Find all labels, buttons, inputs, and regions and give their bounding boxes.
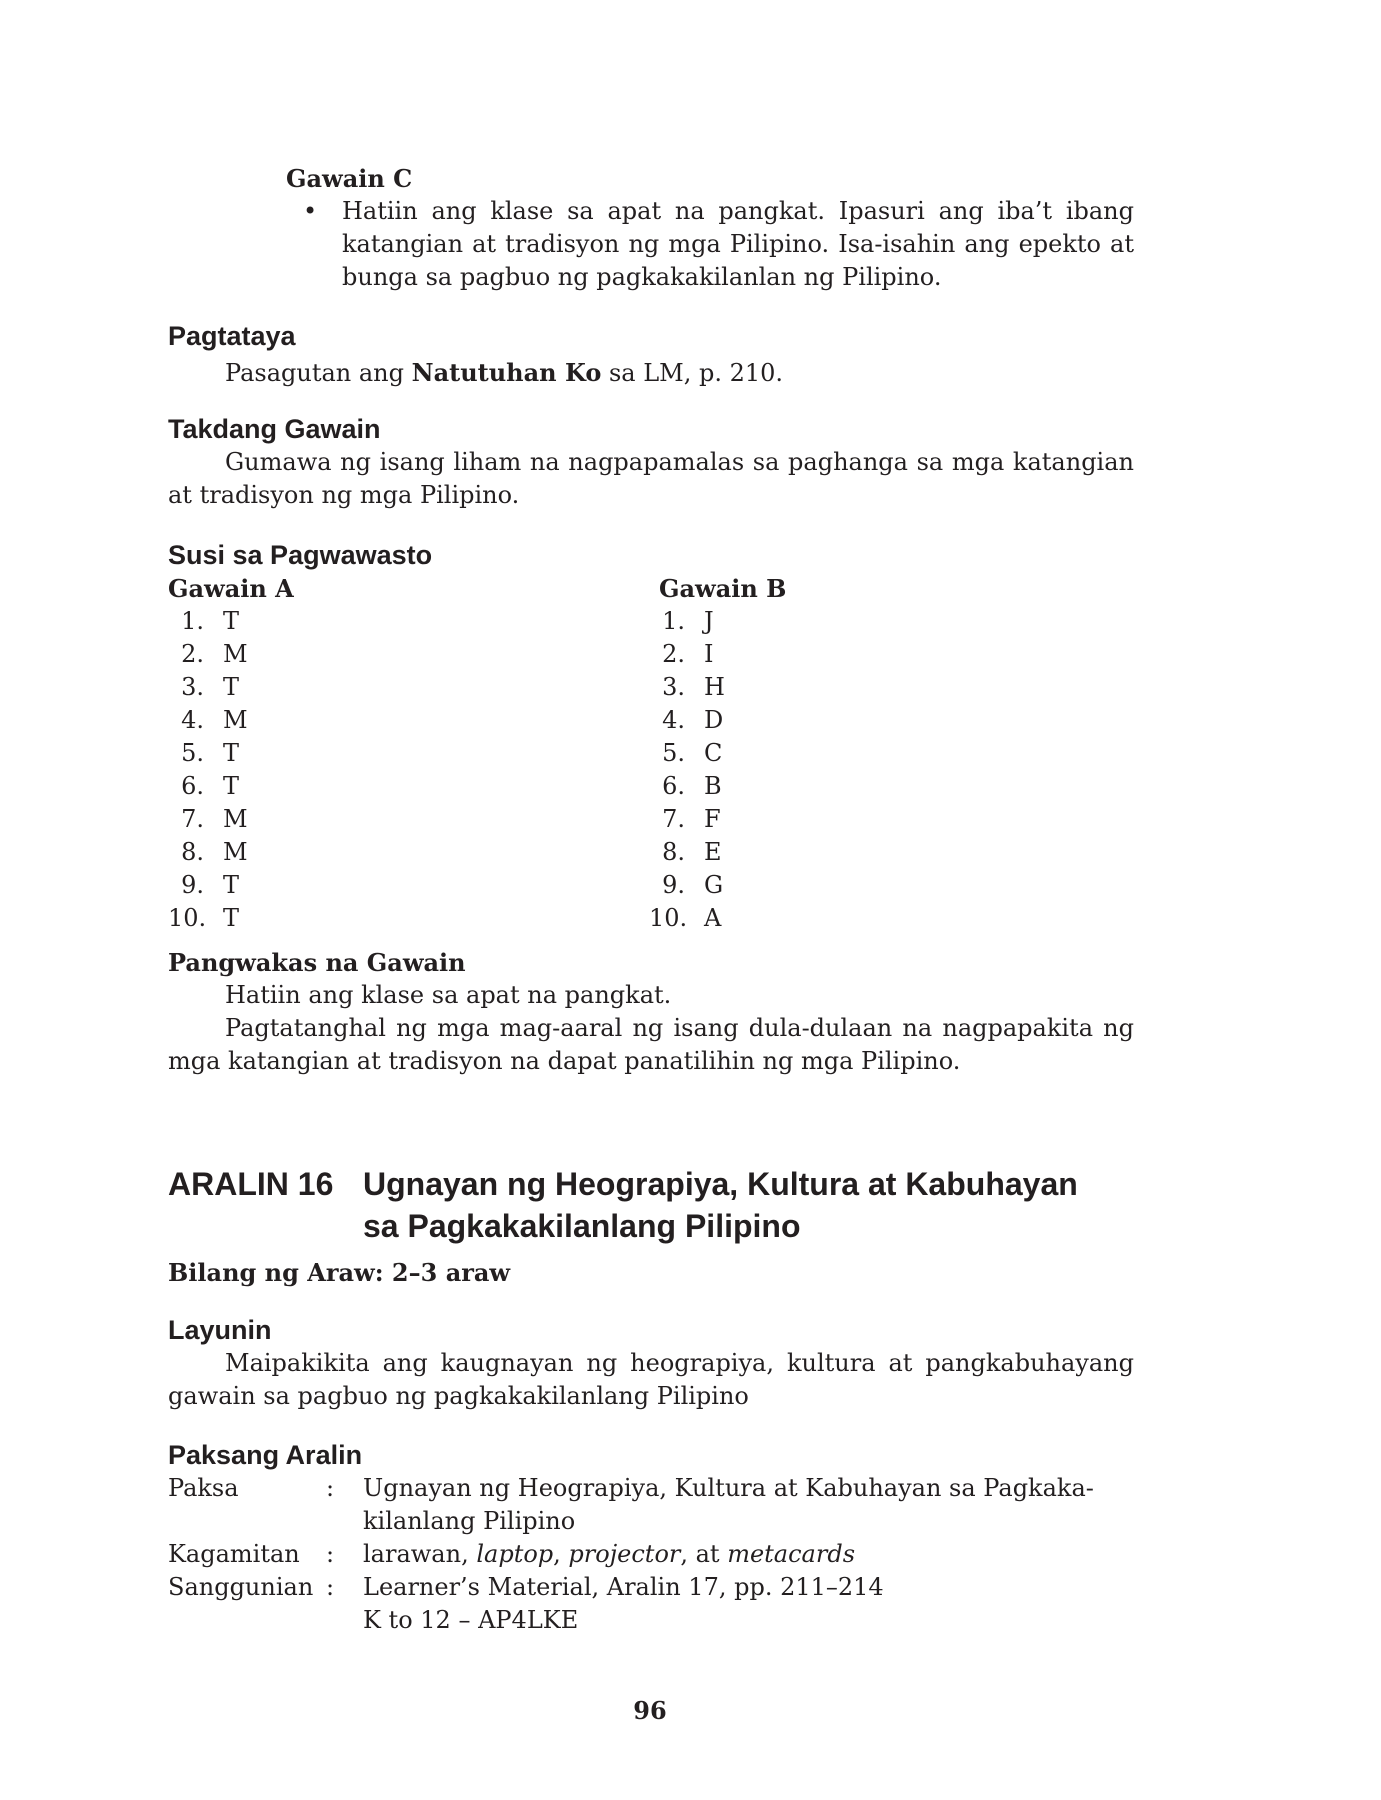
aralin-title-line2: sa Pagkakakilanlang Pilipino — [363, 1208, 801, 1244]
bullet-icon: • — [303, 197, 318, 225]
answer-row — [649, 902, 849, 935]
takdang-gawain-heading: Takdang Gawain — [168, 414, 381, 444]
aralin-title-line1: Ugnayan ng Heograpiya, Kultura at Kabuhayan — [363, 1166, 1078, 1202]
answer-row — [649, 770, 849, 803]
pagtataya-text-before: Pasagutan ang — [225, 359, 412, 387]
answer-value: A — [704, 904, 722, 932]
pagtataya-text — [225, 356, 783, 390]
answer-row — [168, 737, 368, 770]
answer-row — [649, 803, 849, 836]
sanggunian-line2: K to 12 – AP4LKE — [363, 1606, 579, 1634]
answer-row — [649, 869, 849, 902]
kagamitan-label: Kagamitan — [168, 1540, 300, 1568]
kagamitan-metacards: metacards — [727, 1540, 856, 1568]
answer-value: M — [223, 640, 248, 668]
paksa-label: Paksa — [168, 1474, 239, 1502]
susi-heading: Susi sa Pagwawasto — [168, 540, 433, 570]
answer-row — [168, 671, 368, 704]
kagamitan-part: larawan, — [363, 1540, 477, 1568]
answer-value: T — [223, 607, 240, 635]
answer-number: 10. — [649, 904, 688, 932]
page-number: 96 — [633, 1696, 667, 1725]
answer-number: 1. — [181, 607, 204, 635]
gawain-b-heading: Gawain B — [659, 574, 787, 603]
answer-value: G — [704, 871, 724, 899]
answer-value: C — [704, 739, 723, 767]
answer-value: T — [223, 904, 240, 932]
answer-number: 4. — [662, 706, 685, 734]
sanggunian-colon: : — [326, 1573, 335, 1601]
sanggunian-line1: Learner’s Material, Aralin 17, pp. 211–214 — [363, 1573, 884, 1601]
answer-number: 3. — [181, 673, 204, 701]
gawain-a-answer-list — [168, 605, 368, 940]
answer-number: 9. — [662, 871, 685, 899]
answer-row — [168, 803, 368, 836]
answer-row — [168, 704, 368, 737]
answer-value: I — [704, 640, 714, 668]
answer-number: 5. — [181, 739, 204, 767]
pangwakas-line1: Hatiin ang klase sa apat na pangkat. — [225, 981, 672, 1009]
sanggunian-label: Sanggunian — [168, 1573, 314, 1601]
kagamitan-projector: projector — [568, 1540, 681, 1568]
answer-number: 3. — [662, 673, 685, 701]
answer-value: B — [704, 772, 722, 800]
answer-number: 2. — [662, 640, 685, 668]
answer-number: 9. — [181, 871, 204, 899]
paksa-line2: kilanlang Pilipino — [363, 1507, 576, 1535]
paksang-aralin-heading: Paksang Aralin — [168, 1440, 363, 1470]
answer-value: T — [223, 772, 240, 800]
answer-value: F — [704, 805, 721, 833]
answer-number: 10. — [168, 904, 207, 932]
answer-row — [168, 869, 368, 902]
natutuhan-ko-label: Natutuhan Ko — [411, 358, 602, 387]
answer-number: 8. — [181, 838, 204, 866]
layunin-text: Maipakikita ang kaugnayan ng heograpiya, kultura at pangkabuhayang gawain sa pagbuo ng pagkakakilanlang Pilipino — [168, 1349, 1134, 1410]
takdang-gawain-text: Gumawa ng isang liham na nagpapamalas sa paghanga sa mga katangian at tradisyon ng mga Pilipino. — [168, 448, 1134, 509]
answer-row — [168, 770, 368, 803]
kagamitan-value — [363, 1538, 855, 1571]
answer-row — [649, 836, 849, 869]
answer-number: 2. — [181, 640, 204, 668]
answer-value: T — [223, 871, 240, 899]
answer-value: M — [223, 706, 248, 734]
layunin-heading: Layunin — [168, 1315, 272, 1345]
answer-value: E — [704, 838, 722, 866]
answer-value: H — [704, 673, 725, 701]
answer-number: 4. — [181, 706, 204, 734]
answer-value: D — [704, 706, 724, 734]
kagamitan-colon: : — [326, 1540, 335, 1568]
kagamitan-laptop: laptop — [476, 1540, 554, 1568]
answer-number: 6. — [181, 772, 204, 800]
answer-row — [168, 638, 368, 671]
answer-row — [649, 605, 849, 638]
answer-number: 6. — [662, 772, 685, 800]
gawain-b-answer-list — [649, 605, 849, 940]
answer-row — [649, 704, 849, 737]
kagamitan-part: , — [553, 1540, 569, 1568]
answer-value: M — [223, 838, 248, 866]
answer-number: 7. — [181, 805, 204, 833]
bilang-ng-araw: Bilang ng Araw: 2–3 araw — [168, 1258, 511, 1287]
answer-number: 8. — [662, 838, 685, 866]
kagamitan-part: , at — [680, 1540, 728, 1568]
gawain-a-heading: Gawain A — [168, 574, 294, 603]
answer-row — [649, 737, 849, 770]
gawain-c-text: Hatiin ang klase sa apat na pangkat. Ipasuri ang iba’t ibang katangian at tradisyon ng mga Pilipino. Isa-isahin ang epekto at bunga sa pagbuo ng pagkakakilanlan ng Pilipino. — [342, 197, 1134, 291]
answer-value: J — [704, 607, 714, 635]
answer-row — [649, 671, 849, 704]
answer-number: 7. — [662, 805, 685, 833]
answer-number: 1. — [662, 607, 685, 635]
pagtataya-text-after: sa LM, p. 210. — [601, 359, 784, 387]
pangwakas-heading: Pangwakas na Gawain — [168, 948, 466, 977]
answer-value: T — [223, 673, 240, 701]
aralin-number: ARALIN 16 — [168, 1166, 334, 1202]
paksa-colon: : — [326, 1474, 335, 1502]
answer-row — [649, 638, 849, 671]
answer-value: M — [223, 805, 248, 833]
answer-number: 5. — [662, 739, 685, 767]
answer-row — [168, 836, 368, 869]
answer-row — [168, 902, 368, 935]
gawain-c-heading: Gawain C — [286, 164, 413, 193]
paksa-line1: Ugnayan ng Heograpiya, Kultura at Kabuhayan sa Pagkaka- — [363, 1474, 1094, 1502]
answer-row — [168, 605, 368, 638]
pangwakas-line2: Pagtatanghal ng mga mag-aaral ng isang dula-dulaan na nagpapakita ng mga katangian at tradisyon na dapat panatilihin ng mga Pilipino. — [168, 1014, 1134, 1075]
pagtataya-heading: Pagtataya — [168, 321, 296, 351]
answer-value: T — [223, 739, 240, 767]
